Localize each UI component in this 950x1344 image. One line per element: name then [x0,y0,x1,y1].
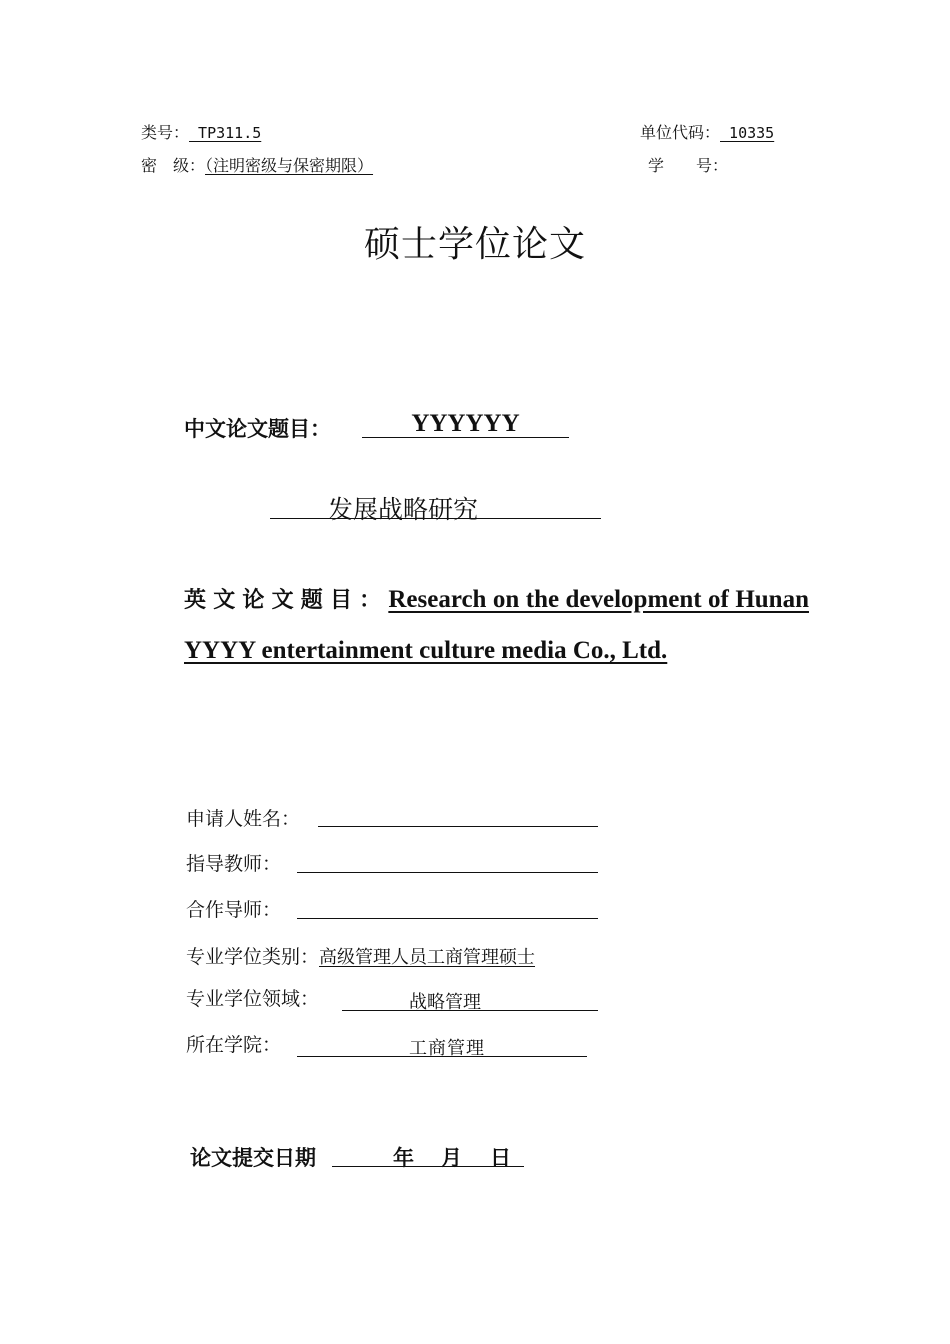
unit-code [640,120,774,143]
cn-title-label: 中文论文题目： [184,417,331,441]
college-value: 工商管理 [409,1038,485,1059]
submit-date-label: 论文提交日期 [190,1146,316,1170]
advisor-line [297,872,598,873]
unit-code-label: 单位代码： [640,123,721,142]
unit-code-value: 10335 [720,124,775,142]
page-title: 硕士学位论文 [363,224,586,265]
en-title-label: 英文论文题目： [184,588,389,613]
student-number-label: 学 号： [648,156,729,175]
degree-type [186,942,535,969]
coadvisor-label: 合作导师： [186,899,282,921]
student-number [648,153,728,176]
cn-title-line1: YYYYYY [411,410,520,437]
advisor-label: 指导教师： [186,853,282,875]
class-number [141,120,261,143]
degree-field-label: 专业学位领域： [186,988,320,1010]
en-title [184,575,809,676]
secret-level-label: 密 级： [141,156,206,175]
submit-day: 日 [490,1146,511,1170]
applicant-label: 申请人姓名： [186,808,301,830]
college-label: 所在学院： [186,1034,282,1056]
degree-field-value: 战略管理 [409,992,481,1013]
degree-type-value: 高级管理人员工商管理硕士 [319,947,536,968]
degree-type-label: 专业学位类别： [186,946,320,968]
cn-title-line2: 发展战略研究 [328,495,479,524]
coadvisor-line [297,918,598,919]
secret-level-value: （注明密级与保密期限） [205,156,374,175]
class-number-label: 类号： [141,123,190,142]
submit-year: 年 [393,1146,414,1170]
secret-level [141,153,409,176]
submit-month: 月 [441,1146,462,1170]
class-number-value: TP311.5 [189,124,262,142]
en-title-value: Research on the development of Hunan YYYY entertainment culture media Co., Ltd. [184,586,809,664]
applicant-line [318,826,598,827]
